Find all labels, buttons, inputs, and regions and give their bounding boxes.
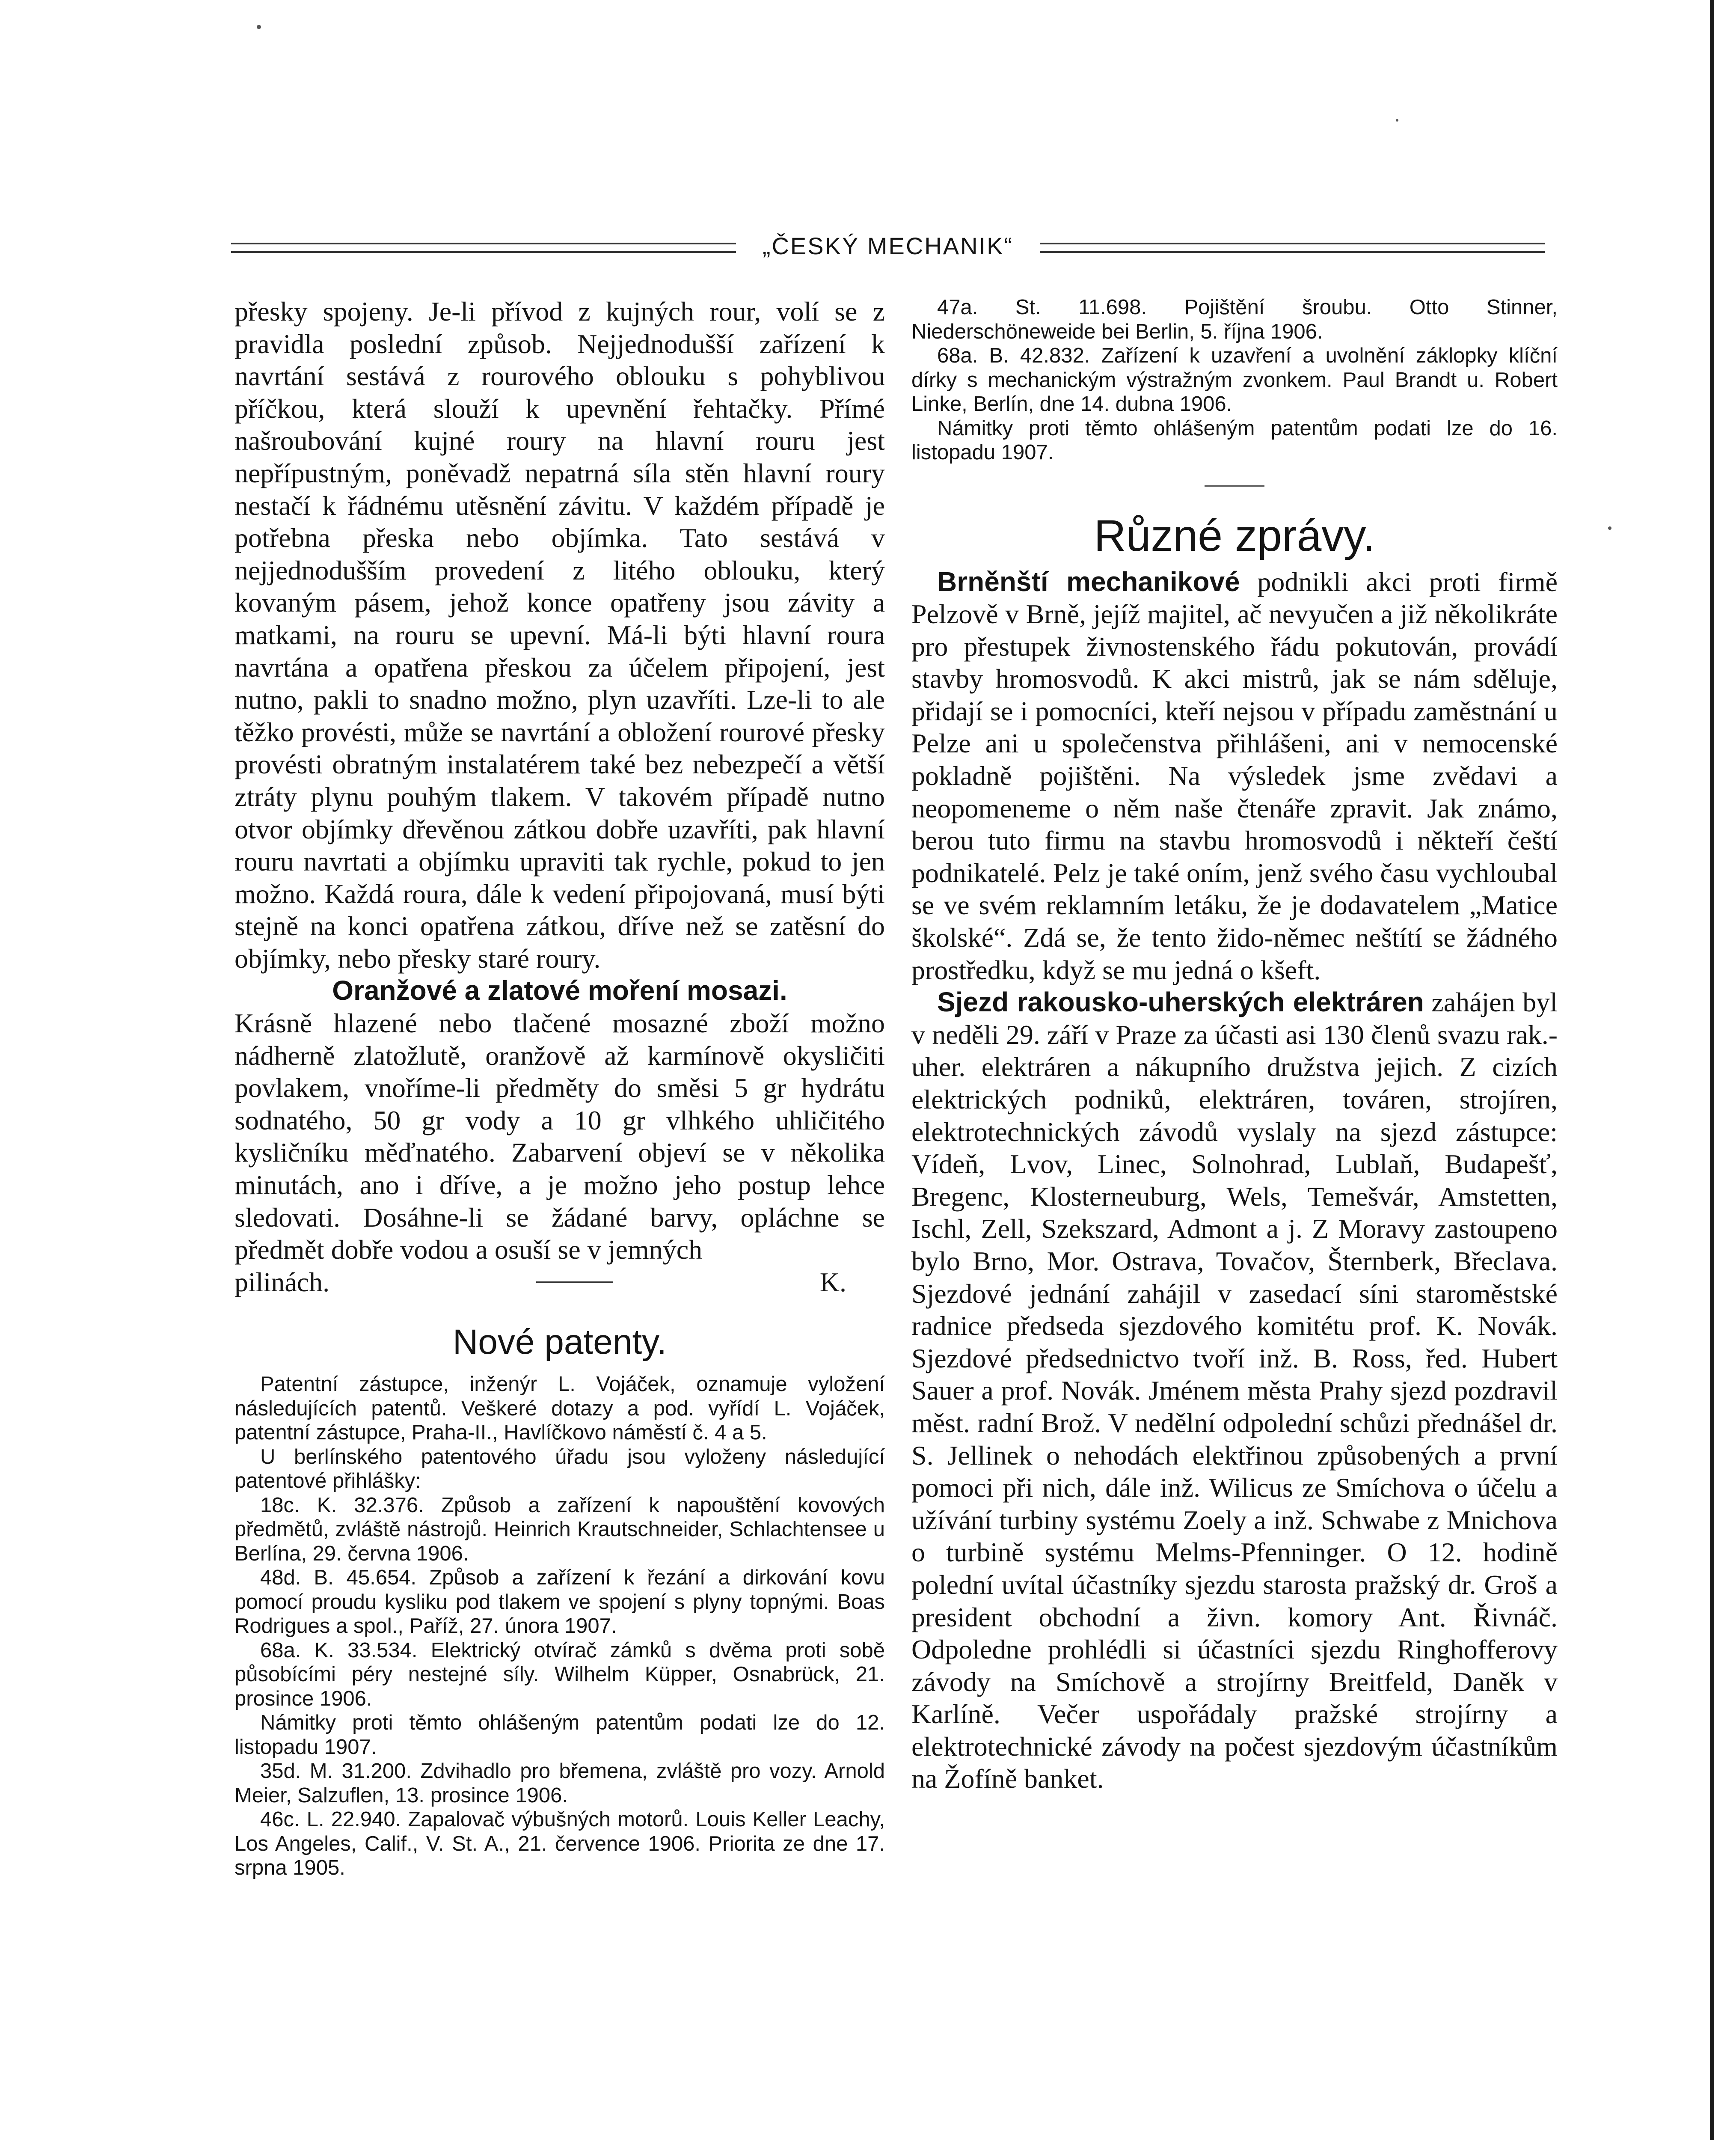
right-column	[911, 295, 1558, 1795]
signature-dash	[536, 1281, 613, 1283]
brno-article	[911, 566, 1558, 987]
patent-objection-note: Námitky proti těmto ohlášeným patentům podati lze do 12. listopadu 1907.	[234, 1711, 885, 1759]
brno-runin-heading: Brněnští mechanikové	[937, 566, 1240, 597]
patenty-list-continued	[911, 295, 1558, 465]
patent-item: 68a. K. 33.534. Elektrický otvírač zámků s dvěma proti sobě působícími péry nestejné síly. Wilhelm Küpper, Osnabrück, 21. prosince 1906.	[234, 1638, 885, 1710]
patenty-berlin-note: U berlínského patentového úřadu jsou vyloženy následující patentové přihlášky:	[234, 1445, 885, 1493]
sjezd-runin-heading: Sjezd rakousko-uherských elektráren	[937, 987, 1424, 1018]
patent-item: 47a. St. 11.698. Pojištění šroubu. Otto Stinner, Niederschöneweide bei Berlin, 5. října 1906.	[911, 296, 1558, 343]
moreni-signature: K.	[819, 1266, 846, 1297]
patent-item: 48d. B. 45.654. Způsob a zařízení k řezání a dirkování kovu pomocí proudu kysliku pod tlakem ve spojení s plyny topnými. Boas Rodrigues a spol., Paříž, 27. února 1907.	[234, 1566, 885, 1638]
gas-pipe-paragraph: přesky spojeny. Je-li přívod z kujných rour, volí se z pravidla poslední způsob. Nejjednodušší zařízení k navrtání sestává z rourového oblouku s pohyblivou příčkou, která slouží k upevnění řehtačky. Přímé našroubování kujné roury na hlavní rouru jest nepřípustným, poněvadž nepatrná síla stěn hlavní roury nestačí k řádnému utěsnění závitu. V každém případě je potřebna přeska nebo objímka. Tato sestává v nejjednodušším provedení z litého oblouku, který kovaným pásem, jehož konce opatřeny jsou závity a matkami, na rouru se upevní. Má-li býti hlavní roura navrtána a opatřena přeskou za účelem připojení, jest nutno, pakli to snadno možno, plyn uzavříti. Lze-li to ale těžko provésti, může se navrtání a obložení rourové přesky provésti obratným instalatérem také bez nebezpečí a větší ztráty plynu pouhým tlakem. V takovém případě nutno otvor objímky dřevěnou zátkou dobře uzavříti, pak hlavní rouru navrtati a objímku upraviti tak rychle, pokud to jen možno. Každá roura, dále k vedení připojovaná, musí býti stejně na konci opatřena zátkou, dříve než se zatěsní do objímky, nebo přesky staré roury.	[234, 296, 885, 974]
page-edge-line	[1710, 0, 1714, 2140]
moreni-signature-line	[234, 1266, 885, 1299]
moreni-paragraph: Krásně hlazené nebo tlačené mosazné zboží možno nádherně zlatožlutě, oranžově až karmínově okysličiti povlakem, vnoříme-li předměty do směsi 5 gr hydrátu sodnatého, 50 gr vody a 10 gr vlhkého uhličitého kysličníku měďnatého. Zabarvení objeví se v několika minutách, ano i dříve, a je možno jeho postup lehce sledovati. Dosáhne-li se žádané barvy, opláchne se předmět dobře vodou a osuší se v jemných	[234, 1008, 885, 1265]
section-divider	[1205, 485, 1264, 487]
patent-item: 18c. K. 32.376. Způsob a zařízení k napouštění kovových předmětů, zvláště nástrojů. Heinrich Krautschneider, Schlachtensee u Berlína, 29. června 1906.	[234, 1493, 885, 1565]
zpravy-heading: Různé zprávy.	[1094, 511, 1375, 561]
patent-item: 68a. B. 42.832. Zařízení k uzavření a uvolnění záklopky klíční dírky s mechanickým výstražným zvonkem. Paul Brandt u. Robert Linke, Berlín, dne 14. dubna 1906.	[911, 344, 1558, 416]
patenty-list	[234, 1372, 885, 1880]
header-rule-right	[1040, 243, 1545, 253]
patent-item: 35d. M. 31.200. Zdvihadlo pro břemena, zvláště pro vozy. Arnold Meier, Salzuflen, 13. prosince 1906.	[234, 1760, 885, 1807]
brno-text: podnikli akci proti firmě Pelzově v Brně, jejíž majitel, ač nevyučen a již několikráte pro přestupek živnostenského řádu pokutován, provádí stavby hromosvodů. K akci mistrů, jak se nám sděluje, přidají se i pomocníci, kteří nejsou v případu zaměstnání u Pelze ani u společenstva přihlášeni, ani v nemocenské pokladně pojištěni. Na výsledek jsme zvědavi a neopomeneme o něm naše čtenáře zpravit. Jak známo, berou tuto firmu na stavbu hromosvodů i někteří čeští podnikatelé. Pelz je také oním, jenž svého času vychloubal se ve svém reklamním letáku, že je dodavatelem „Matice školské“. Zdá se, že tento žido-němec neštítí se žádného prostředku, když se mu jedná o kšeft.	[911, 566, 1558, 985]
left-column	[234, 295, 885, 1880]
running-header	[231, 233, 1545, 259]
moreni-heading: Oranžové a zlatové moření mosazi.	[332, 975, 787, 1006]
scan-speck	[1608, 526, 1611, 530]
patenty-heading: Nové patenty.	[453, 1323, 667, 1362]
header-rule-left	[231, 243, 736, 253]
sjezd-text: zahájen byl v neděli 29. září v Praze za účasti asi 130 členů svazu rak.-uher. elektráren a nákupního družstva jejich. Z cizích elektrických podniků, elektráren, továren, strojíren, elektrotechnických závodů vyslaly na sjezd zástupce: Vídeň, Lvov, Linec, Solnohrad, Lublaň, Budapešť, Bregenc, Klosterneuburg, Wels, Temešvár, Amstetten, Ischl, Zell, Szekszard, Admont a j. Z Moravy zastoupeno bylo Brno, Mor. Ostrava, Tovačov, Šternberk, Břeclava. Sjezdové jednání zahájil v zasedací síni staroměstské radnice předseda sjezdového komitétu prof. K. Novák. Sjezdové předsednictvo tvoří inž. B. Ross, řed. Hubert Sauer a prof. Novák. Jménem města Prahy sjezd pozdravil měst. radní Brož. V nedělní odpolední schůzi přednášel dr. S. Jellinek o nehodách elektřinou způsobených a první pomoci při nich, dále inž. Wilicus ze Smíchova o účelu a užívání turbiny systému Zoely a inž. Schwabe z Mnichova o turbině systému Melms-Pfenninger. O 12. hodině polední uvítal účastníky sjezdu starosta pražský dr. Groš a president obchodní a živn. komory Ant. Řivnáč. Odpoledne prohlédli si účastníci sjezdu Ringhofferovy závody na Smíchově a strojírny Breitfeld, Daněk v Karlíně. Večer uspořádaly pražské strojírny a elektrotechnické závody na počest sjezdovým účastníkům na Žofíně banket.	[911, 987, 1558, 1794]
sjezd-article	[911, 986, 1558, 1795]
patent-item: 46c. L. 22.940. Zapalovač výbušných motorů. Louis Keller Leachy, Los Angeles, Calif., V. St. A., 21. července 1906. Priorita ze dne 17. srpna 1905.	[234, 1808, 885, 1880]
patenty-intro: Patentní zástupce, inženýr L. Vojáček, oznamuje vyložení následujících patentů. Veškeré dotazy a pod. vyřídí L. Vojáček, patentní zástupce, Praha-II., Havlíčkovo náměstí č. 4 a 5.	[234, 1373, 885, 1444]
patent-objection-note: Námitky proti těmto ohlášeným patentům podati lze do 16. listopadu 1907.	[911, 416, 1558, 464]
scan-speck	[1396, 119, 1398, 122]
moreni-last-word: pilinách.	[234, 1266, 330, 1297]
journal-title: „ČESKÝ MECHANIK“	[762, 232, 1014, 259]
scan-speck	[257, 25, 261, 29]
moreni-article	[234, 975, 885, 1007]
